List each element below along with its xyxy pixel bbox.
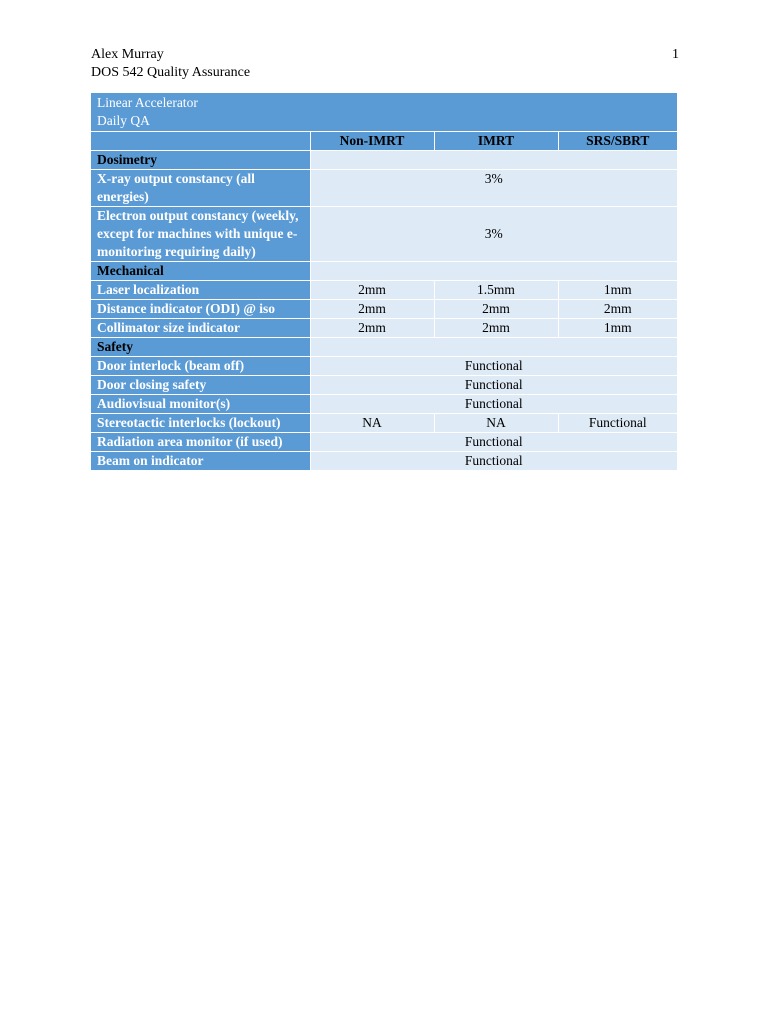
table-row [91, 207, 677, 262]
row-value: Functional [310, 357, 677, 376]
section-fill [310, 262, 677, 281]
page-header [91, 46, 679, 82]
row-label: Door closing safety [91, 376, 310, 395]
row-value-non-imrt: 2mm [310, 281, 434, 300]
row-value: Functional [310, 452, 677, 471]
row-value-imrt: 1.5mm [434, 281, 558, 300]
row-label: X-ray output constancy (all energies) [91, 170, 310, 207]
table-title-line2: Daily QA [97, 113, 150, 128]
column-header-empty [91, 132, 310, 151]
row-value-non-imrt: 2mm [310, 319, 434, 338]
row-label: Audiovisual monitor(s) [91, 395, 310, 414]
row-value: Functional [310, 433, 677, 452]
section-label-dosimetry: Dosimetry [91, 151, 310, 170]
row-value-non-imrt: NA [310, 414, 434, 433]
row-label: Door interlock (beam off) [91, 357, 310, 376]
table-row [91, 319, 677, 338]
row-label: Stereotactic interlocks (lockout) [91, 414, 310, 433]
section-fill [310, 338, 677, 357]
row-label: Radiation area monitor (if used) [91, 433, 310, 452]
row-value-imrt: 2mm [434, 300, 558, 319]
section-row-safety [91, 338, 677, 357]
row-label: Laser localization [91, 281, 310, 300]
section-row-dosimetry [91, 151, 677, 170]
column-header-srs-sbrt: SRS/SBRT [558, 132, 677, 151]
row-value-srs-sbrt: 2mm [558, 300, 677, 319]
row-label: Beam on indicator [91, 452, 310, 471]
table-row [91, 357, 677, 376]
course-title: DOS 542 Quality Assurance [91, 65, 251, 80]
table-row [91, 414, 677, 433]
row-value-srs-sbrt: 1mm [558, 281, 677, 300]
table-title-line1: Linear Accelerator [97, 95, 198, 110]
row-value-srs-sbrt: Functional [558, 414, 677, 433]
table-row [91, 376, 677, 395]
row-value: Functional [310, 395, 677, 414]
section-row-mechanical [91, 262, 677, 281]
row-value: 3% [310, 207, 677, 262]
table-row [91, 281, 677, 300]
section-label-safety: Safety [91, 338, 310, 357]
section-label-mechanical: Mechanical [91, 262, 310, 281]
row-label: Collimator size indicator [91, 319, 310, 338]
column-header-row [91, 132, 677, 151]
table-row [91, 452, 677, 471]
row-value-srs-sbrt: 1mm [558, 319, 677, 338]
table-row [91, 170, 677, 207]
row-value-non-imrt: 2mm [310, 300, 434, 319]
table-row [91, 433, 677, 452]
author-name: Alex Murray [91, 47, 164, 62]
row-value: Functional [310, 376, 677, 395]
table-row [91, 395, 677, 414]
table-title-row [91, 93, 677, 132]
column-header-imrt: IMRT [434, 132, 558, 151]
table-title [91, 93, 677, 132]
row-value: 3% [310, 170, 677, 207]
table-row [91, 300, 677, 319]
row-label: Distance indicator (ODI) @ iso [91, 300, 310, 319]
section-fill [310, 151, 677, 170]
page-number: 1 [672, 47, 679, 62]
row-value-imrt: NA [434, 414, 558, 433]
column-header-non-imrt: Non-IMRT [310, 132, 434, 151]
daily-qa-table [91, 93, 677, 471]
row-label: Electron output constancy (weekly, except for machines with unique e-monitoring requiring daily) [91, 207, 310, 262]
row-value-imrt: 2mm [434, 319, 558, 338]
